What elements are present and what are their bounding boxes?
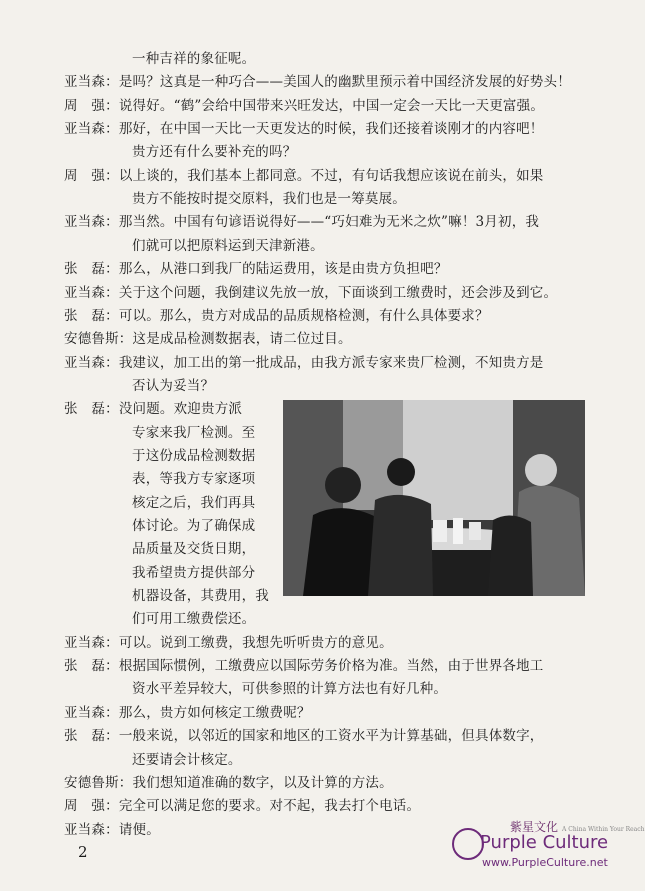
dialogue-line (132, 517, 255, 535)
dialogue-text: 说得好。“鹤”会给中国带来兴旺发达，中国一定会一天比一天更富强。 (118, 97, 545, 114)
dialogue-line (64, 284, 557, 302)
page-number: 2 (78, 843, 88, 861)
dialogue-text: 表，等我方专家逐项 (132, 471, 256, 488)
dialogue-text: 贵方不能按时提交原料，我们也是一筹莫展。 (132, 191, 406, 208)
dialogue-text: 核定之后，我们再具 (132, 494, 256, 511)
dialogue-line (64, 704, 311, 722)
dialogue-line (132, 190, 406, 208)
dialogue-line (132, 143, 296, 161)
dialogue-line (132, 424, 255, 442)
dialogue-text: 一般来说，以邻近的国家和地区的工资水平为计算基础，但具体数字， (118, 728, 544, 745)
logo-url: www.PurpleCulture.net (482, 856, 608, 869)
dialogue-text: 可以。说到工缴费，我想先听听贵方的意见。 (118, 634, 393, 651)
dialogue-line (64, 213, 539, 231)
dialogue-text: 请便。 (118, 821, 160, 838)
speaker-name: 张 磊： (64, 658, 119, 675)
dialogue-line (64, 657, 544, 675)
dialogue-text: 我建议，加工出的第一批成品，由我方派专家来贵厂检测，不知贵方是 (118, 354, 544, 371)
dialogue-text: 专家来我厂检测。至 (132, 424, 256, 441)
dialogue-text: 那么，贵方如何核定工缴费呢？ (118, 704, 311, 721)
dialogue-line (64, 634, 393, 652)
dialogue-line (132, 470, 255, 488)
dialogue-line (64, 400, 242, 418)
speaker-name: 周 强： (64, 167, 119, 184)
speaker-name: 亚当森： (64, 821, 119, 838)
dialogue-text: 那好，在中国一天比一天更发达的时候，我们还接着谈刚才的内容吧！ (118, 121, 544, 138)
dialogue-text: 还要请会计核定。 (132, 751, 242, 768)
dialogue-line (132, 610, 255, 628)
dialogue-line (132, 50, 255, 68)
dialogue-line (132, 564, 255, 582)
dialogue-text: 关于这个问题，我倒建议先放一放，下面谈到工缴费时，还会涉及到它。 (118, 284, 558, 301)
meeting-photo-graphic (283, 400, 585, 596)
dialogue-line (64, 97, 544, 115)
dialogue-line (64, 774, 393, 792)
dialogue-line (64, 727, 544, 745)
dialogue-text: 资水平差异较大，可供参照的计算方法也有好几种。 (132, 681, 448, 698)
dialogue-line (64, 307, 489, 325)
dialogue-text: 以上谈的，我们基本上都同意。不过，有句话我想应该说在前头，如果 (118, 167, 544, 184)
dialogue-text: 这是成品检测数据表，请二位过目。 (132, 331, 352, 348)
dialogue-line (132, 377, 214, 395)
dialogue-text: 否认为妥当？ (132, 377, 215, 394)
speaker-name: 亚当森： (64, 74, 119, 91)
speaker-name: 张 磊： (64, 728, 119, 745)
dialogue-line (64, 330, 352, 348)
dialogue-line (132, 447, 255, 465)
speaker-name: 张 磊： (64, 307, 119, 324)
dialogue-line (64, 354, 544, 372)
dialogue-text: 完全可以满足您的要求。对不起，我去打个电话。 (118, 798, 421, 815)
dialogue-text: 品质量及交货日期， (132, 541, 256, 558)
speaker-name: 亚当森： (64, 284, 119, 301)
speaker-name: 张 磊： (64, 401, 119, 418)
meeting-photo (283, 400, 585, 596)
dialogue-line (132, 540, 255, 558)
speaker-name: 亚当森： (64, 704, 119, 721)
publisher-logo (452, 818, 645, 878)
speaker-name: 安德鲁斯： (64, 774, 133, 791)
logo-chinese-text: 紫星文化 A China Within Your Reach (510, 820, 645, 834)
speaker-name: 张 磊： (64, 261, 119, 278)
dialogue-text: 那么，从港口到我厂的陆运费用，该是由贵方负担吧？ (118, 261, 448, 278)
dialogue-text: 体讨论。为了确保成 (132, 518, 256, 534)
dialogue-text: 们可用工缴费偿还。 (132, 611, 256, 628)
dialogue-text: 机器设备，其费用，我 (132, 588, 269, 605)
dialogue-text: 是吗？这真是一种巧合——美国人的幽默里预示着中国经济发展的好势头！ (118, 74, 571, 91)
dialogue-line (64, 167, 544, 185)
dialogue-line (64, 120, 544, 138)
logo-name: Purple Culture (480, 832, 609, 853)
dialogue-line (64, 73, 571, 91)
speaker-name: 安德鲁斯： (64, 331, 133, 348)
dialogue-line (132, 751, 242, 769)
dialogue-text: 没问题。欢迎贵方派 (118, 401, 243, 418)
speaker-name: 周 强： (64, 798, 119, 815)
dialogue-line (64, 821, 160, 839)
dialogue-text: 于这份成品检测数据 (132, 447, 256, 464)
speaker-name: 周 强： (64, 97, 119, 114)
dialogue-line (132, 587, 269, 605)
dialogue-text: 们就可以把原料运到天津新港。 (132, 237, 324, 254)
speaker-name: 亚当森： (64, 634, 119, 651)
dialogue-line (132, 680, 447, 698)
dialogue-line (132, 494, 255, 512)
speaker-name: 亚当森： (64, 214, 119, 231)
speaker-name: 亚当森： (64, 121, 119, 138)
dialogue-text: 那当然。中国有句谚语说得好——“巧妇难为无米之炊”嘛！3月初，我 (118, 214, 540, 231)
speaker-name: 亚当森： (64, 354, 119, 371)
dialogue-text: 可以。那么，贵方对成品的品质规格检测，有什么具体要求？ (118, 307, 489, 324)
dialogue-line (132, 237, 324, 255)
dialogue-text: 我希望贵方提供部分 (132, 564, 256, 581)
dialogue-text: 贵方还有什么要补充的吗？ (132, 144, 297, 161)
dialogue-text: 一种吉祥的象征呢。 (132, 51, 256, 67)
dialogue-line (64, 797, 420, 815)
dialogue-text: 根据国际惯例，工缴费应以国际劳务价格为准。当然，由于世界各地工 (118, 658, 544, 675)
dialogue-text: 我们想知道准确的数字，以及计算的方法。 (132, 774, 393, 791)
dialogue-line (64, 260, 448, 278)
